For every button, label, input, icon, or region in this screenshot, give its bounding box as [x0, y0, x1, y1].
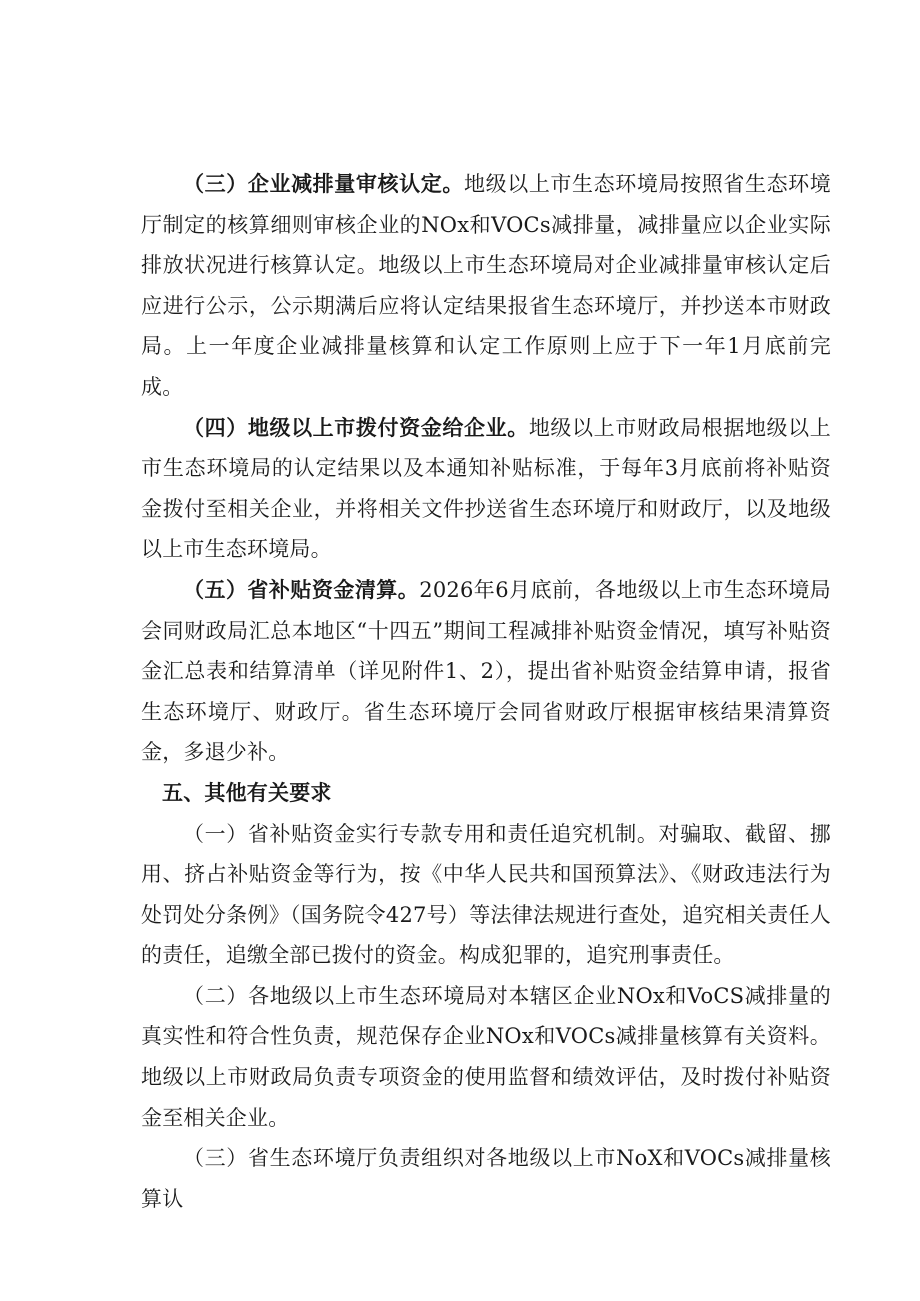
paragraph-body: 2026年6月底前，各地级以上市生态环境局会同财政局汇总本地区“十四五”期间工程减排补贴资金情况，填写补贴资金汇总表和结算清单（详见附件1、2），提出省补贴资金结算申请，报省生态环境厅、财政厅。省生态环境厅会同省财政厅根据审核结果清算资金，多退少补。 — [141, 577, 831, 765]
paragraph-lead: （五）省补贴资金清算。 — [183, 576, 420, 602]
requirement-item: （三）省生态环境厅负责组织对各地级以上市NoX和VOCs减排量核算认 — [141, 1146, 831, 1211]
paragraph-provincial-settlement — [141, 570, 831, 773]
requirement-item: （一）省补贴资金实行专款专用和责任追究机制。对骗取、截留、挪用、挤占补贴资金等行为，按《中华人民共和国预算法》、《财政违法行为处罚处分条例》（国务院令427号）等法律法规进行查处，追究相关责任人的责任，追缴全部已拨付的资金。构成犯罪的，追究刑事责任。 — [141, 821, 831, 968]
section-heading: 五、其他有关要求 — [162, 779, 332, 805]
paragraph-lead: （四）地级以上市拨付资金给企业。 — [183, 414, 529, 440]
paragraph-lead: （三）企业减排量审核认定。 — [183, 171, 464, 196]
paragraph-body: 地级以上市生态环境局按照省生态环境厅制定的核算细则审核企业的NOx和VOCs减排量，减排量应以企业实际排放状况进行核算认定。地级以上市生态环境局对企业减排量审核认定后应进行公示，公示期满后应将认定结果报省生态环境厅，并抄送本市财政局。上一年度企业减排量核算和认定工作原则上应于下一年1月底前完成。 — [141, 172, 831, 399]
requirement-item: （二）各地级以上市生态环境局对本辖区企业NOx和VoCS减排量的真实性和符合性负责，规范保存企业NOx和VOCs减排量核算有关资料。地级以上市财政局负责专项资金的使用监督和绩效评估，及时拨付补贴资金至相关企业。 — [141, 983, 831, 1130]
paragraph-body: 地级以上市财政局根据地级以上市生态环境局的认定结果以及本通知补贴标准，于每年3月底前将补贴资金拨付至相关企业，并将相关文件抄送省生态环境厅和财政厅，以及地级以上市生态环境局。 — [141, 415, 831, 562]
paragraph-city-fund-disbursement — [141, 408, 831, 570]
document-body — [141, 164, 831, 1219]
paragraph-enterprise-reduction-review — [141, 164, 831, 408]
